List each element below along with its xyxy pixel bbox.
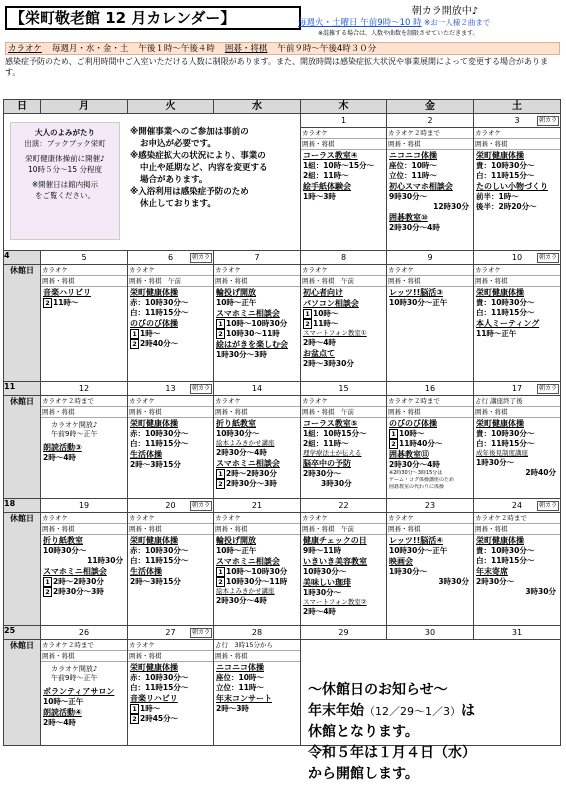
asa-karaoke-title: 朝カラ開放中♪	[411, 6, 479, 17]
asa-karaoke-schedule	[298, 16, 564, 28]
day-12-events: カラオケ２時まで 囲碁・将棋 カラオケ開放♪ 午前9時〜正午 朗読活動③ 2時〜4時	[41, 396, 128, 499]
day-26-events: カラオケ２時まで 囲碁・将棋 カラオケ開放♪ 午前9時〜正午 ボランティアサロン 10時〜正午 朗読活動④ 2時〜4時	[41, 640, 128, 746]
closing-line3: 休館となります。	[308, 724, 419, 740]
note-line: 中止や延期など、内容を変更する	[140, 163, 268, 173]
day-13: 13 朝カラ	[128, 382, 214, 396]
day-6: 6 朝カラ	[128, 251, 214, 265]
day-19-events: カラオケ 囲碁・将棋 折り紙教室 10時30分〜 11時30分 スマホミニ相談会 1 2時〜2時30分 2 2時30分〜3時	[41, 513, 128, 626]
closing-line5: から開館します。	[308, 766, 419, 782]
closing-line4: 令和５年は１月４日（水）	[308, 745, 476, 761]
day-24: 24 朝カラ	[474, 499, 561, 513]
day-11: 11	[4, 382, 41, 396]
day-22-events: カラオケ 囲碁・将棋 午前 健康チェックの日 9時〜11時 いきいき美容教室 10時30分〜 美味しい珈琲 1時30分〜 スマートフォン教室② 2時〜4時	[301, 513, 387, 626]
day-25: 25	[4, 626, 41, 640]
day-3: 3 朝カラ	[474, 114, 561, 128]
karaoke-time: 午後１時〜午後４時	[138, 44, 215, 54]
asa-kara-badge: 朝カラ	[538, 117, 557, 124]
day-27: 27 朝カラ	[128, 626, 214, 640]
day-31: 31	[474, 626, 561, 640]
info-time: 10時５分〜15 分程度	[28, 165, 102, 174]
info-title: 大人のよみがたり	[35, 128, 95, 137]
day-12: 12	[41, 382, 128, 396]
day-2: 2	[387, 114, 474, 128]
schedule-bar	[5, 42, 560, 55]
day-9-events: カラオケ 囲碁・将棋 レッツ!!脳活③ 10時30分〜正午	[387, 265, 474, 382]
day-17-events: ゟ行 講座終了後 囲碁・将棋 栄町健康体操 貴：10時30分〜 白：11時15分〜 成年後見制度講座 1時30分〜 2時40分	[474, 396, 561, 499]
asa-kara-badge: 朝カラ	[538, 254, 557, 261]
day-5: 5	[41, 251, 128, 265]
asa-kara-badge: 朝カラ	[538, 502, 557, 509]
day-26: 26	[41, 626, 128, 640]
closed-label: 休館日	[4, 640, 41, 746]
day-9: 9	[387, 251, 474, 265]
note-line: お申込が必要です。	[140, 139, 216, 149]
day-18: 18	[4, 499, 41, 513]
igo-label: 囲碁・将棋	[224, 44, 268, 54]
day-10: 10 朝カラ	[474, 251, 561, 265]
day-3-events: カラオケ 囲碁・将棋 栄町健康体操 貴：10時30分〜 白：11時15分〜 たのしい小物づくり 前半：1時〜 後半：2時20分〜	[474, 128, 561, 251]
notes-block	[130, 126, 300, 210]
info-note: ※開催日は館内掲示	[31, 180, 99, 189]
asa-kara-badge: 朝カラ	[538, 385, 557, 392]
notice-text: 感染症予防のため、ご利用時間中ご入室いただける人数に制限があります。また、開放時間は感染症拡大状況や事業展開によって変更する場合があります。	[5, 57, 549, 77]
day-29: 29	[301, 626, 387, 640]
karaoke-days: 毎週月・水・金・土	[51, 44, 129, 54]
asa-note: ※お一人様２曲まで	[424, 18, 491, 27]
note-line: ※感染症拡大の状況により、事業の	[130, 151, 266, 161]
day-10-events: カラオケ 囲碁・将棋 栄町健康体操 貴：10時30分〜 白：11時15分〜 本人ミーティング 11時〜正午	[474, 265, 561, 382]
weekday-sun: 日	[4, 100, 41, 114]
day-8: 8	[301, 251, 387, 265]
day-2-events: カラオケ２時まで 囲碁・将棋 ニコニコ体操 座位：10時〜 立位：11時〜 初心スマホ相談会 9時30分〜 12時30分 囲碁教室⑩ 2時30分〜4時	[387, 128, 474, 251]
day-24-events: カラオケ２時まで 囲碁・将棋 栄町健康体操 貴：10時30分〜 白：11時15分〜 年末寄席 2時30分〜 3時30分	[474, 513, 561, 626]
day-8-events: カラオケ 囲碁・将棋 午前 初心者向け パソコン相談会 1 10時〜 2 11時〜 スマートフォン教室① 2時〜4時 お盆点て 2時〜3時30分	[301, 265, 387, 382]
weekday-header	[4, 100, 561, 114]
asa-kara-badge: 朝カラ	[191, 502, 210, 509]
asa-note2: ※混雑する場合は、人数や曲数を制限させていただきます。	[318, 30, 479, 37]
day-1: 1	[301, 114, 387, 128]
day-27-events: カラオケ 囲碁・将棋 栄町健康体操 赤：10時30分〜 白：11時15分〜 音楽リハビリ 1 1時〜 2 2時45分〜	[128, 640, 214, 746]
day-23-events: カラオケ 囲碁・将棋 レッツ!!脳活④ 10時30分〜正午 映画会 1時30分〜 3時30分	[387, 513, 474, 626]
day-22: 22	[301, 499, 387, 513]
day-14-events: カラオケ 囲碁・将棋 折り紙教室 10時30分〜 絵本よみきかせ講座 2時30分〜4時 スマホミニ相談会 1 2時〜2時30分 2 2時30分〜3時	[214, 396, 301, 499]
page-title: 【栄町敬老館 12 月カレンダー】	[5, 6, 301, 30]
note-line: 場合があります。	[140, 175, 208, 185]
day-17: 17 朝カラ	[474, 382, 561, 396]
closing-title: 〜休館日のお知らせ〜	[308, 682, 448, 698]
day-15-events: カラオケ 囲碁・将棋 午前 コーラス教室⑤ 1組：10時15分〜 2組：11時〜 理学療法士が伝える 脳卒中の予防 2時30分〜 3時30分	[301, 396, 387, 499]
igo-time: 午前９時〜午後4時３０分	[277, 44, 377, 54]
day-13-events: カラオケ 囲碁・将棋 栄町健康体操 赤：10時30分〜 白：11時15分〜 生活体操 2時〜3時15分	[128, 396, 214, 499]
closed-label: 休館日	[4, 396, 41, 499]
info-when: 栄町健康体操前に開催♪	[25, 154, 105, 163]
day-14: 14	[214, 382, 301, 396]
day-6-events: カラオケ 囲碁・将棋 午前 栄町健康体操 赤：10時30分〜 白：11時15分〜 のびのび体操 1 1時〜 2 2時40分〜	[128, 265, 214, 382]
day-15: 15	[301, 382, 387, 396]
day-16-events: カラオケ２時まで 囲碁・将棋 のびのび体操 1 10時〜 2 11時40分〜 囲碁教室⑪ 2時30分〜4時 ※2時30分〜3時15分は ゲーム・コグ体操講座のため 囲碁教室の代わりに体操	[387, 396, 474, 499]
day-1-events: カラオケ 囲碁・将棋 コーラス教室④ 1組：10時〜15分〜 2組：11時〜 絵手紙体験会 1時〜3時	[301, 128, 387, 251]
closed-label: 休館日	[4, 513, 41, 626]
day-7-events: カラオケ 囲碁・将棋 輪投げ開放 10時〜正午 スマホミニ相談会 1 10時〜10時30分 2 10時30〜11時 絵はがきを楽しむ会 1時30分〜3時	[214, 265, 301, 382]
weekday-mon: 月	[41, 100, 128, 114]
note-line: 休止しております。	[140, 199, 216, 209]
day-23: 23	[387, 499, 474, 513]
day-28-events: ゟ行 3時15分から 囲碁・将棋 ニコニコ体操 座位：10時〜 立位：11時〜 年末コンサート 2時〜3時	[214, 640, 301, 746]
day-30: 30	[387, 626, 474, 640]
note-line: ※開催事業へのご参加は事前の	[130, 127, 249, 137]
day-28: 28	[214, 626, 301, 640]
asa-kara-badge: 朝カラ	[191, 385, 210, 392]
asa-kara-badge: 朝カラ	[191, 254, 210, 261]
weekday-thu: 木	[301, 100, 387, 114]
weekday-fri: 金	[387, 100, 474, 114]
day-20-events: カラオケ 囲碁・将棋 栄町健康体操 赤：10時30分〜 白：11時15分〜 生活体操 2時〜3時15分	[128, 513, 214, 626]
closing-notice	[308, 680, 548, 785]
weekday-sat: 土	[474, 100, 561, 114]
day-7: 7	[214, 251, 301, 265]
day-21: 21	[214, 499, 301, 513]
karaoke-label: カラオケ	[8, 44, 42, 54]
weekday-wed: 水	[214, 100, 301, 114]
reading-info-box	[10, 122, 120, 240]
day-20: 20 朝カラ	[128, 499, 214, 513]
asa-sched: 毎週火・土曜日 午前9時〜10 時	[298, 18, 422, 28]
day-16: 16	[387, 382, 474, 396]
info-note2: をご覧ください。	[35, 191, 95, 200]
note-line: ※入浴利用は感染症予防のため	[130, 187, 249, 197]
day-5-events: カラオケ 囲碁・将棋 音楽ハリビリ 2 11時〜	[41, 265, 128, 382]
info-performer: 出演：ブックブック栄町	[24, 139, 106, 148]
asa-kara-badge: 朝カラ	[191, 629, 210, 636]
day-4: 4	[4, 251, 41, 265]
closing-line2: 年末年始（12／29〜1／3）は	[308, 703, 475, 719]
weekday-tue: 火	[128, 100, 214, 114]
day-21-events: カラオケ 囲碁・将棋 輪投げ開放 10時〜正午 スマホミニ相談会 1 10時〜10時30分 2 10時30分〜11時 絵本よみきかせ講座 2時30分〜4時	[214, 513, 301, 626]
day-19: 19	[41, 499, 128, 513]
closed-label: 休館日	[4, 265, 41, 382]
